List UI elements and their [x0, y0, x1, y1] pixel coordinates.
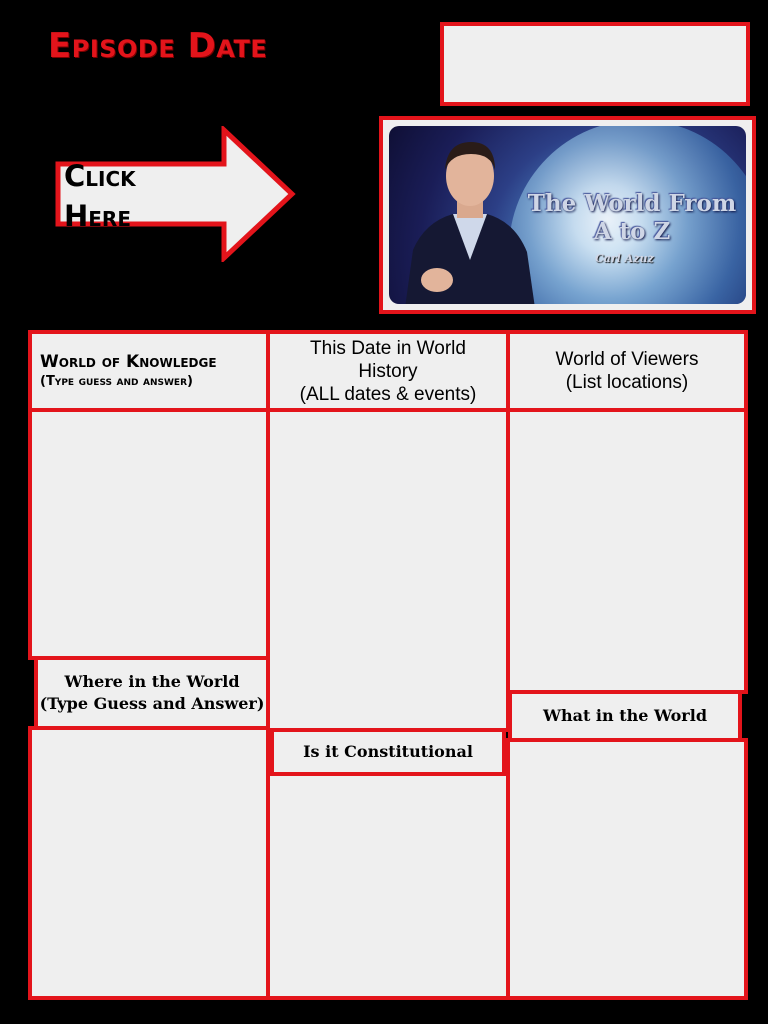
click-here-label: Click Here [64, 159, 136, 233]
video-thumbnail[interactable] [379, 116, 756, 314]
video-credit: Carl Azuz [595, 252, 654, 265]
knowledge-header [28, 330, 270, 412]
viewers-header: World of Viewers (List locations) [506, 330, 748, 412]
constitutional-answer-field[interactable] [266, 772, 510, 1000]
viewers-answer-field[interactable] [506, 408, 748, 694]
history-answer-field[interactable] [266, 408, 510, 732]
knowledge-title: World of Knowledge [40, 352, 217, 372]
where-in-world-header: Where in the World (Type Guess and Answer) [34, 656, 270, 730]
episode-date-field[interactable] [440, 22, 750, 106]
constitutional-header: Is it Constitutional [270, 728, 506, 776]
video-title: The World From A to Z [527, 190, 737, 245]
click-here-link[interactable] [54, 126, 296, 262]
knowledge-subtitle: (Type guess and answer) [40, 374, 193, 389]
what-in-world-answer-field[interactable] [506, 738, 748, 1000]
what-in-world-header: What in the World [508, 690, 742, 742]
knowledge-answer-field[interactable] [28, 408, 270, 660]
episode-date-title: Episode Date [48, 26, 268, 66]
where-in-world-answer-field[interactable] [28, 726, 270, 1000]
history-header: This Date in World History (ALL dates & events) [266, 330, 510, 412]
